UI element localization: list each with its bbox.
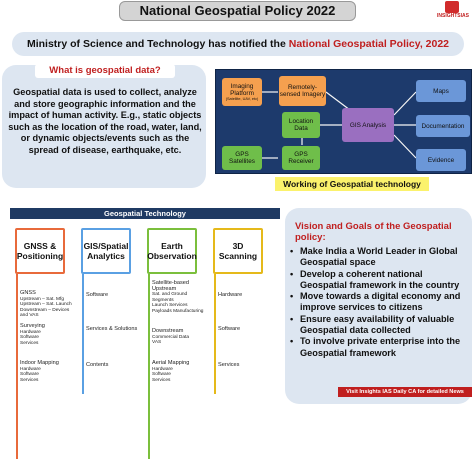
gps-receiver-node [282,146,320,170]
footer-link[interactable]: Visit Insights IAS Daily CA for detailed News [338,387,472,397]
gis-analysis-label: GIS Analysis [349,121,387,129]
geospatial-workflow-diagram [215,69,472,174]
list-item [152,361,210,383]
list-item [20,324,78,346]
technology-heading: Geospatial Technology [10,208,280,219]
list-item: • Develop a coherent national Geospatial framework in the country [290,269,472,292]
gps-receiver-label: GPS Receiver [288,151,314,165]
list-item: • Make India a World Leader in Global Geospatial space [290,246,472,269]
banner-highlight: National Geospatial Policy, 2022 [288,38,450,50]
remote-imagery-node [279,76,326,106]
gps-satellites-label: GPS Satellites [229,151,255,165]
list-item [86,293,144,299]
geospatial-data-card [2,65,206,188]
gis-analysis-node [342,108,394,142]
item-sub: Sat. and Ground Segments Launch Services Payloads Manufacturing [152,292,204,314]
geospatial-data-heading: What is geospatial data? [35,64,175,78]
list-item [86,363,144,369]
brand-logo [437,1,467,23]
geospatial-data-text: Geospatial data is used to collect, analyze and store geographic information and the impact of human activity. E.g., static objects such as the location of the road, water, land, or dynamic objects/events such as the spread of disease, earthquake, etc. [8,87,202,155]
diagram-caption: Working of Geospatial technology [275,177,429,191]
vision-list [290,246,472,359]
list-item: • Move towards a digital economy and improve services to citizens [290,291,472,314]
list-item [218,327,276,333]
list-item [152,281,210,314]
geospatial-technology-panel [10,208,280,463]
banner-text: Ministry of Science and Technology has notified the [26,38,289,50]
column-line-3d [214,274,216,394]
column-line-gis [82,274,84,394]
list-item [152,329,210,346]
logo-icon [445,1,459,13]
list-item [218,293,276,299]
location-data-label: Location Data [288,118,314,132]
list-item [20,361,78,383]
item-title: Satellite-based Upstream [152,280,190,292]
item-title: Hardware [218,292,243,298]
gps-satellites-node [222,146,262,170]
item-sub: Hardware Software Services [20,366,41,383]
list-item [218,363,276,369]
item-title: Indoor Mapping [20,360,59,366]
item-title: Services [218,362,240,368]
list-item [86,327,144,333]
list-item [20,291,78,319]
imaging-platform-node [222,78,262,106]
list-item: • Ensure easy availability of valuable Geospatial data collected [290,314,472,337]
column-3d-scanning: 3D Scanning [213,228,263,274]
item-title: Aerial Mapping [152,360,190,366]
item-sub: Hardware Software Services [20,329,41,346]
item-title: Downstream [152,328,184,334]
maps-label: Maps [433,87,449,95]
evidence-node [416,149,466,171]
page-title: National Geospatial Policy 2022 [119,1,356,21]
item-title: Contents [86,362,109,368]
item-title: GNSS [20,290,36,296]
column-gis: GIS/Spatial Analytics [81,228,131,274]
item-title: Services & Solutions [86,326,138,332]
column-gnss: GNSS & Positioning [15,228,65,274]
maps-node [416,80,466,102]
item-sub: Upstream – Sat. Mfg Upstream – Sat. Launch Downstream – Devices and VAS [20,296,72,318]
item-title: Software [218,326,241,332]
list-item: • To involve private enterprise into the Geospatial framework [290,336,472,359]
announcement-banner [12,32,464,56]
documentation-node [416,115,470,137]
logo-text: INSIGHTSIAS [437,13,469,19]
item-title: Software [86,292,109,298]
item-sub: Hardware Software Services [152,366,173,383]
column-earth-observation: Earth Observation [147,228,197,274]
evidence-label: Evidence [427,156,455,164]
column-line-gnss [16,274,18,459]
item-sub: Commercial Data VAS [152,334,190,345]
vision-heading: Vision and Goals of the Geospatial policy: [295,221,452,243]
imaging-platform-label: Imaging Platform [230,83,254,97]
item-title: Surveying [20,323,45,329]
vision-goals-card [285,208,472,404]
remote-imagery-label: Remotely-sensed Imagery [279,84,326,98]
column-line-earth [148,274,150,459]
documentation-label: Documentation [421,122,465,130]
location-data-node [282,112,320,138]
imaging-platform-sublabel: (Satellite, UAV, etc) [225,97,259,101]
